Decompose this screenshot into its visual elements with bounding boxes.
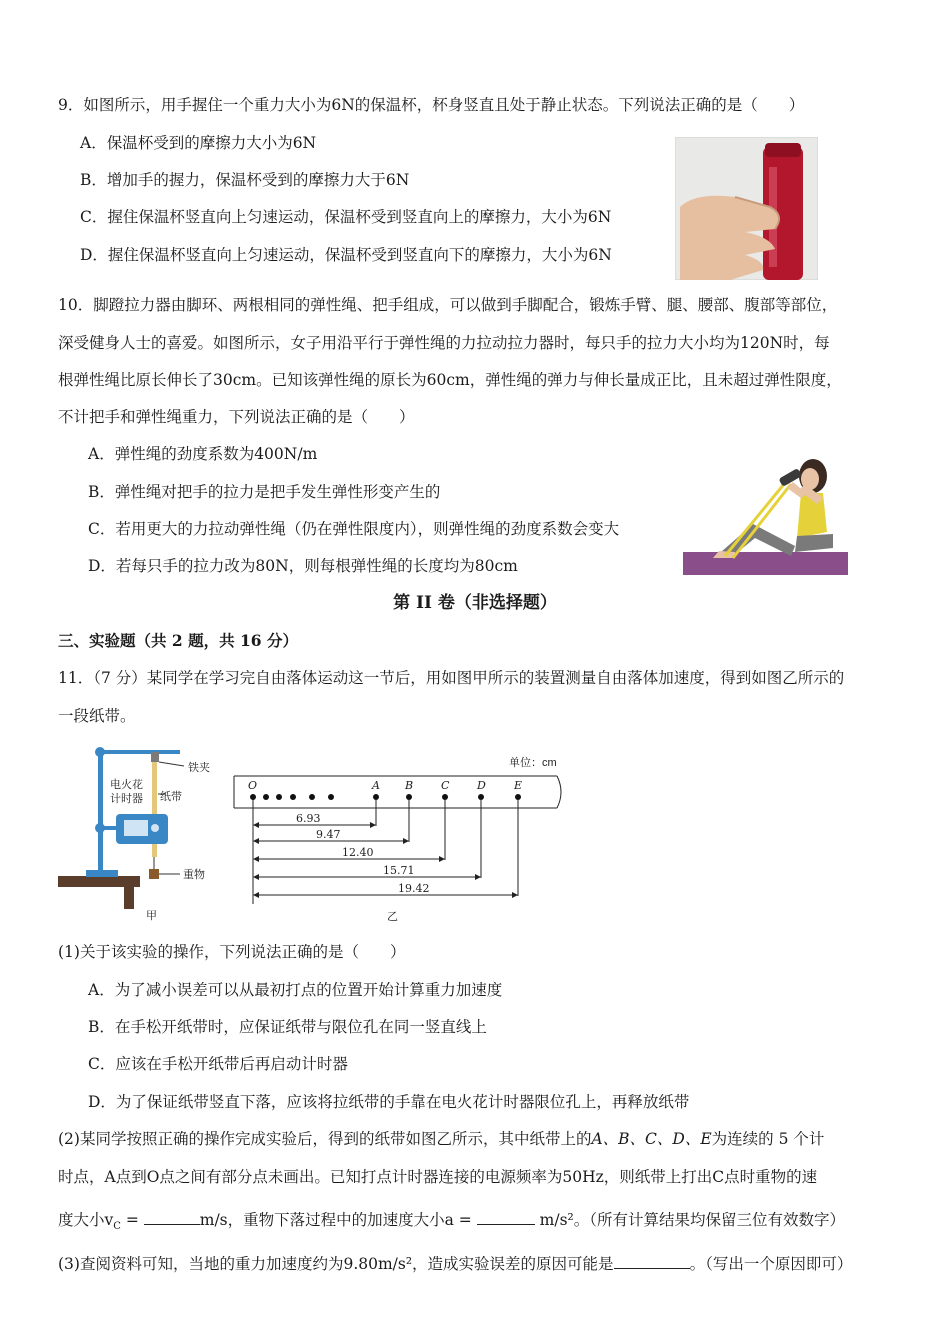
q11-sub2-eq: = — [120, 1211, 144, 1229]
q11-sub3-line — [58, 1253, 852, 1275]
distance-oc: 12.40 — [342, 846, 374, 859]
tape-dot-d — [478, 794, 484, 800]
tape-dot-c — [442, 794, 448, 800]
point-label-o: O — [248, 779, 258, 792]
caption-jia: 甲 — [146, 910, 157, 922]
vc-answer-blank[interactable] — [144, 1224, 200, 1225]
tape-dot-e — [515, 794, 521, 800]
q10-stem-line-1: 10．脚蹬拉力器由脚环、两根相同的弹性绳、把手组成，可以做到手脚配合，锻炼手臂、腿、腰部、腹部等部位， — [58, 296, 838, 314]
q11-sub1-option-a: A．为了减小误差可以从最初打点的位置开始计算重力加速度 — [88, 981, 503, 999]
point-label-d: D — [477, 779, 486, 792]
distance-oa: 6.93 — [296, 812, 321, 825]
q9-option-d: D．握住保温杯竖直向上匀速运动，保温杯受到竖直向下的摩擦力，大小为6N — [80, 246, 612, 264]
q9-stem: 9．如图所示，用手握住一个重力大小为6N的保温杯，杯身竖直且处于静止状态。下列说法正确的是（ ） — [58, 96, 805, 114]
q11-sub2-line-1-end: 为连续的 5 个计 — [711, 1130, 825, 1148]
q11-sub2-line-3 — [58, 1209, 845, 1238]
q11-sub2-accel-text: m/s，重物下落过程中的加速度大小a = — [199, 1211, 477, 1229]
q11-sub3-text-a: (3)查阅资料可知，当地的重力加速度约为9.80m/s²，造成实验误差的原因可能是 — [58, 1255, 614, 1273]
point-label-e: E — [514, 779, 523, 792]
q11-sub3-text-b: 。（写出一个原因即可） — [689, 1255, 853, 1273]
q9-option-a: A．保温杯受到的摩擦力大小为6N — [80, 134, 317, 152]
exercise-photo — [683, 448, 848, 575]
tape-unit: 单位：cm — [509, 757, 557, 769]
section-3-title: 三、实验题（共 2 题，共 16 分） — [58, 631, 298, 650]
point-label-c: C — [441, 779, 450, 792]
q11-sub2-points: A、B、C、D、E — [591, 1130, 712, 1148]
q11-stem-line-1: 11．（7 分）某同学在学习完自由落体运动这一节后，用如图甲所示的装置测量自由落体加速度，得到如图乙所示的 — [58, 669, 845, 687]
thermos-photo — [675, 137, 818, 280]
tape-dot — [290, 794, 296, 800]
q10-option-d: D．若每只手的拉力改为80N，则每根弹性绳的长度均为80cm — [88, 557, 518, 575]
part-2-title: 第 II 卷（非选择题） — [393, 593, 557, 613]
q11-sub1-option-c: C．应该在手松开纸带后再启动计时器 — [88, 1055, 348, 1073]
distance-ob: 9.47 — [316, 828, 341, 841]
q10-option-b: B．弹性绳对把手的拉力是把手发生弹性形变产生的 — [88, 483, 441, 501]
q10-stem-line-3: 根弹性绳比原长伸长了30cm。已知该弹性绳的原长为60cm，弹性绳的弹力与伸长量成正比，且未超过弹性限度， — [58, 371, 842, 389]
tape-dot-a — [373, 794, 379, 800]
q11-sub2-line-1 — [58, 1128, 824, 1150]
q11-sub1-option-d: D．为了保证纸带竖直下落，应该将拉纸带的手靠在电火花计时器限位孔上，再释放纸带 — [88, 1093, 690, 1111]
q11-sub1-option-b: B．在手松开纸带时，应保证纸带与限位孔在同一竖直线上 — [88, 1018, 487, 1036]
q11-sub2-vc-sub: C — [113, 1221, 121, 1233]
q11-sub2-line-2: 时点，A点到O点之间有部分点未画出。已知打点计时器连接的电源频率为50Hz，则纸带上打出C点时重物的速 — [58, 1168, 818, 1186]
q11-sub2-tail: m/s²。（所有计算结果均保留三位有效数字） — [534, 1211, 846, 1229]
paper-tape-figure — [232, 752, 572, 928]
tape-dot — [250, 794, 256, 800]
q11-sub1-stem: (1)关于该实验的操作，下列说法正确的是（ ） — [58, 943, 406, 961]
label-iron-clamp: 铁夹 — [188, 762, 210, 774]
q11-sub2-line-1-text: (2)某同学按照正确的操作完成实验后，得到的纸带如图乙所示，其中纸带上的 — [58, 1130, 592, 1148]
acceleration-answer-blank[interactable] — [477, 1224, 535, 1225]
tape-dot — [276, 794, 282, 800]
tape-dot-b — [406, 794, 412, 800]
tape-dot — [309, 794, 315, 800]
label-timer-1: 电火花 — [110, 779, 143, 791]
q9-option-b: B．增加手的握力，保温杯受到的摩擦力大于6N — [80, 171, 410, 189]
q11-stem-line-2: 一段纸带。 — [58, 707, 136, 725]
point-label-a: A — [372, 779, 380, 792]
error-reason-blank[interactable] — [614, 1268, 690, 1269]
tape-dot — [328, 794, 334, 800]
tape-dot — [263, 794, 269, 800]
label-paper-tape: 纸带 — [160, 791, 182, 803]
q11-sub2-vc-label: 度大小v — [58, 1211, 114, 1229]
q10-option-a: A．弹性绳的劲度系数为400N/m — [88, 445, 318, 463]
q10-option-c: C．若用更大的力拉动弹性绳（仍在弹性限度内），则弹性绳的劲度系数会变大 — [88, 520, 620, 538]
q10-stem-line-2: 深受健身人士的喜爱。如图所示，女子用沿平行于弹性绳的力拉动拉力器时，每只手的拉力大小均为120N时，每 — [58, 334, 830, 352]
q9-option-c: C．握住保温杯竖直向上匀速运动，保温杯受到竖直向上的摩擦力，大小为6N — [80, 208, 612, 226]
distance-od: 15.71 — [383, 864, 415, 877]
distance-oe: 19.42 — [398, 882, 430, 895]
q10-stem-line-4: 不计把手和弹性绳重力，下列说法正确的是（ ） — [58, 408, 415, 426]
label-weight: 重物 — [183, 869, 205, 881]
label-timer-2: 计时器 — [110, 793, 143, 805]
caption-yi: 乙 — [387, 911, 398, 923]
point-label-b: B — [405, 779, 414, 792]
apparatus-figure — [58, 742, 228, 928]
